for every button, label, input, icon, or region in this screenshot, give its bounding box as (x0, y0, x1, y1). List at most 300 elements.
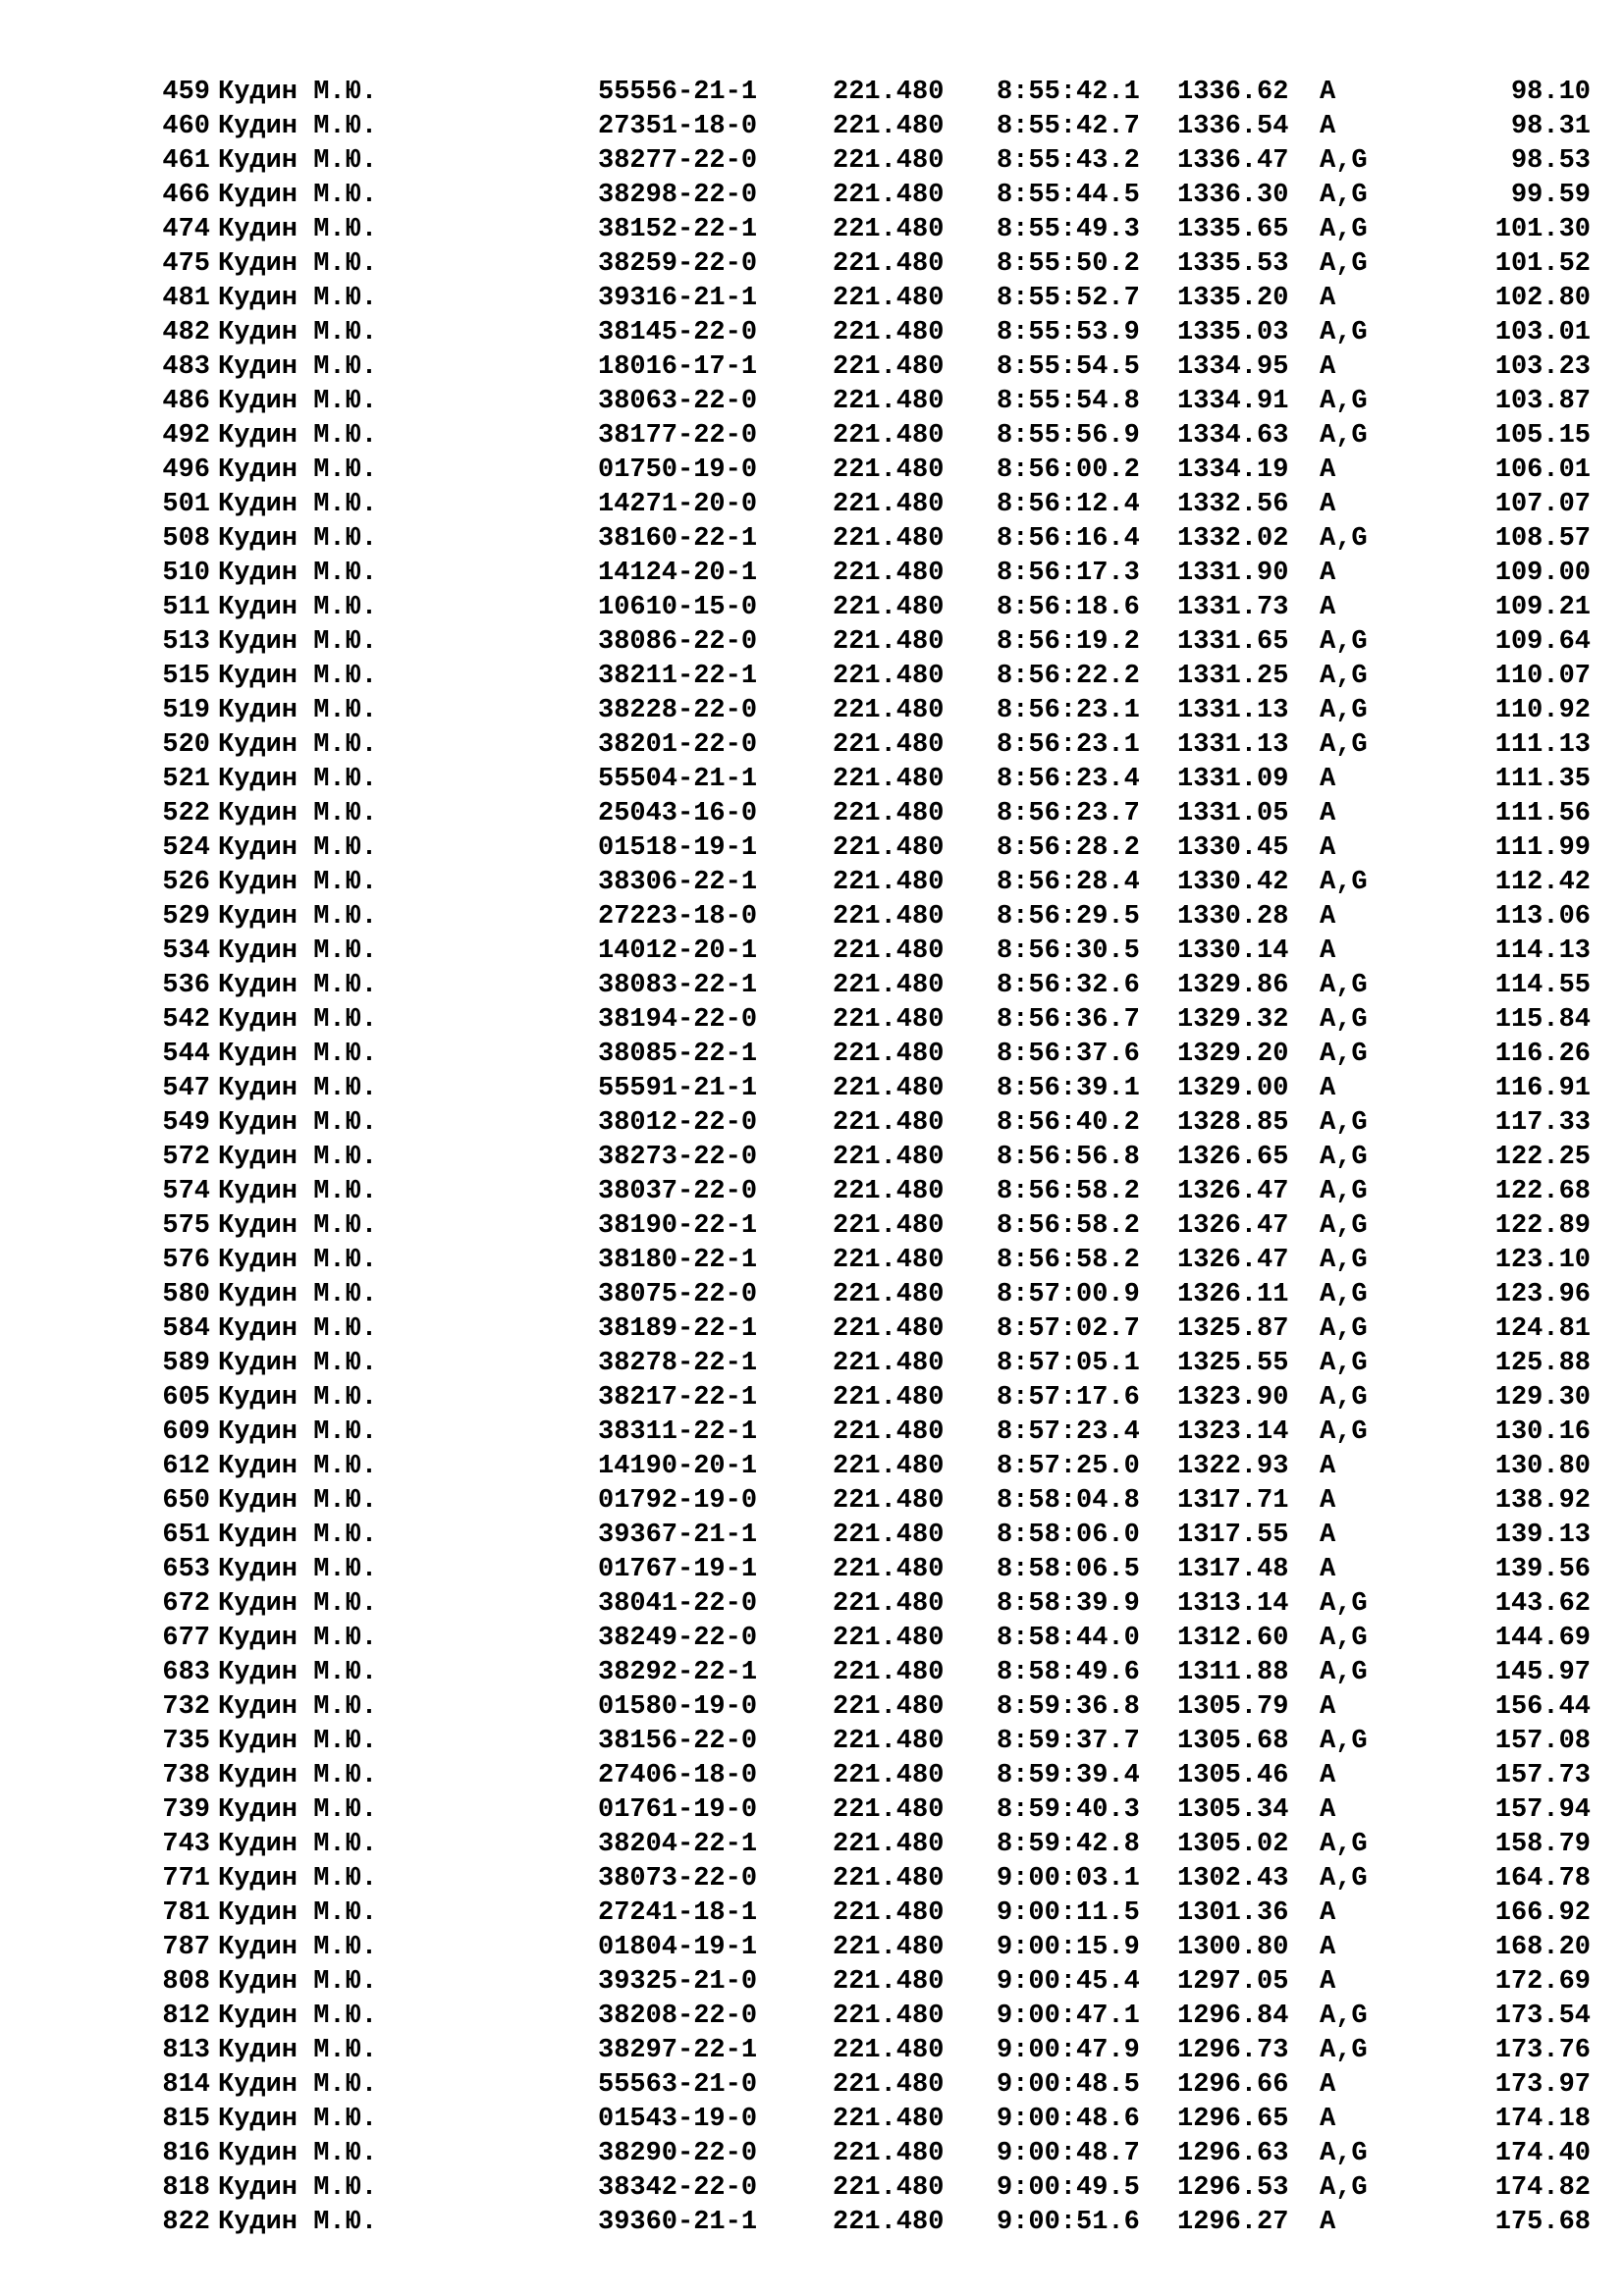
place-cell: 609 (162, 1417, 210, 1447)
ring-number-cell: 38189-22-1 (598, 1314, 758, 1344)
flags-cell: A,G (1320, 1211, 1368, 1241)
ring-number-cell: 38085-22-1 (598, 1040, 758, 1069)
distance-cell: 221.480 (833, 559, 945, 588)
place-cell: 612 (162, 1452, 210, 1481)
distance-cell: 221.480 (833, 868, 945, 897)
fancier-name-cell: Кудин М.Ю. (218, 1692, 378, 1722)
arrival-time-cell: 8:58:06.5 (997, 1555, 1140, 1584)
arrival-time-cell: 8:56:56.8 (997, 1143, 1140, 1172)
distance-cell: 221.480 (833, 1521, 945, 1550)
distance-cell: 221.480 (833, 181, 945, 210)
fancier-name-cell: Кудин М.Ю. (218, 1761, 378, 1790)
flags-cell: A,G (1320, 868, 1368, 897)
ring-number-cell: 38012-22-0 (598, 1108, 758, 1138)
place-cell: 481 (162, 284, 210, 313)
score-cell: 168.20 (1494, 1933, 1591, 1962)
score-cell: 116.26 (1494, 1040, 1591, 1069)
speed-cell: 1296.84 (1177, 2002, 1289, 2031)
table-row (0, 1622, 1624, 1656)
score-cell: 99.59 (1510, 181, 1591, 210)
arrival-time-cell: 9:00:48.5 (997, 2070, 1140, 2100)
arrival-time-cell: 8:57:05.1 (997, 1349, 1140, 1378)
place-cell: 519 (162, 696, 210, 725)
fancier-name-cell: Кудин М.Ю. (218, 146, 378, 176)
place-cell: 822 (162, 2208, 210, 2237)
arrival-time-cell: 8:58:44.0 (997, 1624, 1140, 1653)
flags-cell: A (1320, 936, 1336, 966)
ring-number-cell: 10610-15-0 (598, 593, 758, 622)
flags-cell: A (1320, 1795, 1336, 1825)
table-row (0, 522, 1624, 557)
distance-cell: 221.480 (833, 284, 945, 313)
distance-cell: 221.480 (833, 1143, 945, 1172)
speed-cell: 1326.11 (1177, 1280, 1289, 1309)
arrival-time-cell: 8:55:50.2 (997, 249, 1140, 279)
ring-number-cell: 38075-22-0 (598, 1280, 758, 1309)
speed-cell: 1305.02 (1177, 1830, 1289, 1859)
score-cell: 164.78 (1494, 1864, 1591, 1894)
fancier-name-cell: Кудин М.Ю. (218, 799, 378, 828)
table-row (0, 385, 1624, 419)
flags-cell: A (1320, 352, 1336, 382)
place-cell: 510 (162, 559, 210, 588)
arrival-time-cell: 8:56:28.2 (997, 833, 1140, 863)
score-cell: 130.80 (1494, 1452, 1591, 1481)
flags-cell: A,G (1320, 1589, 1368, 1619)
score-cell: 107.07 (1494, 490, 1591, 519)
distance-cell: 221.480 (833, 1211, 945, 1241)
fancier-name-cell: Кудин М.Ю. (218, 318, 378, 347)
results-table (0, 76, 1624, 2240)
flags-cell: A (1320, 1521, 1336, 1550)
score-cell: 173.54 (1494, 2002, 1591, 2031)
place-cell: 526 (162, 868, 210, 897)
table-row (0, 1175, 1624, 1209)
arrival-time-cell: 9:00:48.7 (997, 2139, 1140, 2168)
score-cell: 174.40 (1494, 2139, 1591, 2168)
place-cell: 547 (162, 1074, 210, 1103)
fancier-name-cell: Кудин М.Ю. (218, 1727, 378, 1756)
fancier-name-cell: Кудин М.Ю. (218, 1864, 378, 1894)
speed-cell: 1305.68 (1177, 1727, 1289, 1756)
table-row (0, 488, 1624, 522)
score-cell: 111.13 (1494, 730, 1591, 760)
distance-cell: 221.480 (833, 2173, 945, 2203)
ring-number-cell: 01767-19-1 (598, 1555, 758, 1584)
place-cell: 589 (162, 1349, 210, 1378)
table-row (0, 1209, 1624, 1244)
place-cell: 816 (162, 2139, 210, 2168)
flags-cell: A (1320, 902, 1336, 932)
place-cell: 515 (162, 662, 210, 691)
score-cell: 105.15 (1494, 421, 1591, 451)
table-row (0, 831, 1624, 866)
ring-number-cell: 27223-18-0 (598, 902, 758, 932)
flags-cell: A,G (1320, 730, 1368, 760)
speed-cell: 1334.19 (1177, 455, 1289, 485)
arrival-time-cell: 8:58:06.0 (997, 1521, 1140, 1550)
flags-cell: A (1320, 1933, 1336, 1962)
speed-cell: 1336.54 (1177, 112, 1289, 141)
ring-number-cell: 01761-19-0 (598, 1795, 758, 1825)
fancier-name-cell: Кудин М.Ю. (218, 1280, 378, 1309)
distance-cell: 221.480 (833, 1246, 945, 1275)
flags-cell: A (1320, 78, 1336, 107)
ring-number-cell: 01750-19-0 (598, 455, 758, 485)
distance-cell: 221.480 (833, 2036, 945, 2065)
table-row (0, 900, 1624, 934)
fancier-name-cell: Кудин М.Ю. (218, 1108, 378, 1138)
score-cell: 139.13 (1494, 1521, 1591, 1550)
fancier-name-cell: Кудин М.Ю. (218, 1967, 378, 1997)
flags-cell: A (1320, 2105, 1336, 2134)
table-row (0, 2171, 1624, 2206)
fancier-name-cell: Кудин М.Ю. (218, 1658, 378, 1687)
fancier-name-cell: Кудин М.Ю. (218, 662, 378, 691)
table-row (0, 2206, 1624, 2240)
score-cell: 157.73 (1494, 1761, 1591, 1790)
fancier-name-cell: Кудин М.Ю. (218, 627, 378, 657)
flags-cell: A,G (1320, 662, 1368, 691)
distance-cell: 221.480 (833, 730, 945, 760)
place-cell: 522 (162, 799, 210, 828)
flags-cell: A,G (1320, 524, 1368, 554)
flags-cell: A,G (1320, 215, 1368, 244)
fancier-name-cell: Кудин М.Ю. (218, 2139, 378, 2168)
distance-cell: 221.480 (833, 1349, 945, 1378)
arrival-time-cell: 8:55:54.5 (997, 352, 1140, 382)
speed-cell: 1336.47 (1177, 146, 1289, 176)
speed-cell: 1335.20 (1177, 284, 1289, 313)
speed-cell: 1313.14 (1177, 1589, 1289, 1619)
speed-cell: 1329.00 (1177, 1074, 1289, 1103)
flags-cell: A,G (1320, 1864, 1368, 1894)
place-cell: 572 (162, 1143, 210, 1172)
fancier-name-cell: Кудин М.Ю. (218, 1933, 378, 1962)
place-cell: 787 (162, 1933, 210, 1962)
distance-cell: 221.480 (833, 2002, 945, 2031)
table-row (0, 1828, 1624, 1862)
fancier-name-cell: Кудин М.Ю. (218, 2002, 378, 2031)
table-row (0, 1587, 1624, 1622)
place-cell: 812 (162, 2002, 210, 2031)
speed-cell: 1330.42 (1177, 868, 1289, 897)
distance-cell: 221.480 (833, 1177, 945, 1206)
distance-cell: 221.480 (833, 1074, 945, 1103)
distance-cell: 221.480 (833, 1486, 945, 1516)
place-cell: 814 (162, 2070, 210, 2100)
distance-cell: 221.480 (833, 1555, 945, 1584)
table-row (0, 2137, 1624, 2171)
ring-number-cell: 38277-22-0 (598, 146, 758, 176)
place-cell: 683 (162, 1658, 210, 1687)
place-cell: 536 (162, 971, 210, 1000)
place-cell: 781 (162, 1898, 210, 1928)
distance-cell: 221.480 (833, 765, 945, 794)
fancier-name-cell: Кудин М.Ю. (218, 352, 378, 382)
ring-number-cell: 38342-22-0 (598, 2173, 758, 2203)
speed-cell: 1331.13 (1177, 696, 1289, 725)
place-cell: 739 (162, 1795, 210, 1825)
score-cell: 98.31 (1510, 112, 1591, 141)
table-row (0, 1003, 1624, 1038)
fancier-name-cell: Кудин М.Ю. (218, 1040, 378, 1069)
ring-number-cell: 38290-22-0 (598, 2139, 758, 2168)
place-cell: 732 (162, 1692, 210, 1722)
ring-number-cell: 38180-22-1 (598, 1246, 758, 1275)
speed-cell: 1317.71 (1177, 1486, 1289, 1516)
score-cell: 112.42 (1494, 868, 1591, 897)
arrival-time-cell: 8:56:23.1 (997, 696, 1140, 725)
speed-cell: 1331.05 (1177, 799, 1289, 828)
flags-cell: A,G (1320, 627, 1368, 657)
arrival-time-cell: 8:59:39.4 (997, 1761, 1140, 1790)
arrival-time-cell: 8:56:23.1 (997, 730, 1140, 760)
place-cell: 818 (162, 2173, 210, 2203)
speed-cell: 1305.79 (1177, 1692, 1289, 1722)
distance-cell: 221.480 (833, 318, 945, 347)
place-cell: 771 (162, 1864, 210, 1894)
fancier-name-cell: Кудин М.Ю. (218, 1349, 378, 1378)
fancier-name-cell: Кудин М.Ю. (218, 249, 378, 279)
score-cell: 115.84 (1494, 1005, 1591, 1035)
flags-cell: A (1320, 1555, 1336, 1584)
score-cell: 157.08 (1494, 1727, 1591, 1756)
arrival-time-cell: 8:56:28.4 (997, 868, 1140, 897)
speed-cell: 1317.48 (1177, 1555, 1289, 1584)
score-cell: 109.64 (1494, 627, 1591, 657)
speed-cell: 1296.53 (1177, 2173, 1289, 2203)
ring-number-cell: 01518-19-1 (598, 833, 758, 863)
table-row (0, 1244, 1624, 1278)
score-cell: 114.13 (1494, 936, 1591, 966)
table-row (0, 1450, 1624, 1484)
arrival-time-cell: 8:58:39.9 (997, 1589, 1140, 1619)
place-cell: 605 (162, 1383, 210, 1413)
flags-cell: A (1320, 455, 1336, 485)
place-cell: 486 (162, 387, 210, 416)
score-cell: 166.92 (1494, 1898, 1591, 1928)
fancier-name-cell: Кудин М.Ю. (218, 868, 378, 897)
place-cell: 584 (162, 1314, 210, 1344)
flags-cell: A,G (1320, 1177, 1368, 1206)
ring-number-cell: 38297-22-1 (598, 2036, 758, 2065)
ring-number-cell: 39360-21-1 (598, 2208, 758, 2237)
place-cell: 483 (162, 352, 210, 382)
score-cell: 143.62 (1494, 1589, 1591, 1619)
score-cell: 110.07 (1494, 662, 1591, 691)
table-row (0, 763, 1624, 797)
distance-cell: 221.480 (833, 1864, 945, 1894)
fancier-name-cell: Кудин М.Ю. (218, 1452, 378, 1481)
speed-cell: 1331.73 (1177, 593, 1289, 622)
distance-cell: 221.480 (833, 1040, 945, 1069)
ring-number-cell: 38160-22-1 (598, 524, 758, 554)
place-cell: 542 (162, 1005, 210, 1035)
ring-number-cell: 39325-21-0 (598, 1967, 758, 1997)
score-cell: 114.55 (1494, 971, 1591, 1000)
ring-number-cell: 38278-22-1 (598, 1349, 758, 1378)
ring-number-cell: 18016-17-1 (598, 352, 758, 382)
arrival-time-cell: 8:57:02.7 (997, 1314, 1140, 1344)
speed-cell: 1305.46 (1177, 1761, 1289, 1790)
place-cell: 513 (162, 627, 210, 657)
table-row (0, 1484, 1624, 1519)
distance-cell: 221.480 (833, 1005, 945, 1035)
flags-cell: A,G (1320, 387, 1368, 416)
arrival-time-cell: 8:59:37.7 (997, 1727, 1140, 1756)
flags-cell: A,G (1320, 1280, 1368, 1309)
score-cell: 111.99 (1494, 833, 1591, 863)
arrival-time-cell: 9:00:15.9 (997, 1933, 1140, 1962)
ring-number-cell: 39367-21-1 (598, 1521, 758, 1550)
distance-cell: 221.480 (833, 1933, 945, 1962)
flags-cell: A (1320, 1486, 1336, 1516)
flags-cell: A,G (1320, 318, 1368, 347)
fancier-name-cell: Кудин М.Ю. (218, 1898, 378, 1928)
flags-cell: A,G (1320, 2002, 1368, 2031)
flags-cell: A (1320, 2070, 1336, 2100)
distance-cell: 221.480 (833, 1967, 945, 1997)
ring-number-cell: 38208-22-0 (598, 2002, 758, 2031)
speed-cell: 1330.45 (1177, 833, 1289, 863)
flags-cell: A,G (1320, 1727, 1368, 1756)
table-row (0, 419, 1624, 454)
table-row (0, 316, 1624, 350)
place-cell: 650 (162, 1486, 210, 1516)
table-row (0, 1690, 1624, 1725)
table-row (0, 934, 1624, 969)
score-cell: 157.94 (1494, 1795, 1591, 1825)
fancier-name-cell: Кудин М.Ю. (218, 1177, 378, 1206)
score-cell: 156.44 (1494, 1692, 1591, 1722)
score-cell: 111.56 (1494, 799, 1591, 828)
distance-cell: 221.480 (833, 593, 945, 622)
fancier-name-cell: Кудин М.Ю. (218, 1211, 378, 1241)
table-row (0, 1896, 1624, 1931)
place-cell: 735 (162, 1727, 210, 1756)
ring-number-cell: 39316-21-1 (598, 284, 758, 313)
score-cell: 102.80 (1494, 284, 1591, 313)
fancier-name-cell: Кудин М.Ю. (218, 421, 378, 451)
speed-cell: 1329.32 (1177, 1005, 1289, 1035)
flags-cell: A (1320, 1898, 1336, 1928)
speed-cell: 1335.53 (1177, 249, 1289, 279)
distance-cell: 221.480 (833, 1727, 945, 1756)
fancier-name-cell: Кудин М.Ю. (218, 730, 378, 760)
table-row (0, 1656, 1624, 1690)
table-row (0, 350, 1624, 385)
score-cell: 117.33 (1494, 1108, 1591, 1138)
arrival-time-cell: 9:00:47.1 (997, 2002, 1140, 2031)
arrival-time-cell: 9:00:48.6 (997, 2105, 1140, 2134)
ring-number-cell: 38177-22-0 (598, 421, 758, 451)
ring-number-cell: 38292-22-1 (598, 1658, 758, 1687)
arrival-time-cell: 8:59:36.8 (997, 1692, 1140, 1722)
speed-cell: 1334.91 (1177, 387, 1289, 416)
ring-number-cell: 25043-16-0 (598, 799, 758, 828)
arrival-time-cell: 8:57:00.9 (997, 1280, 1140, 1309)
fancier-name-cell: Кудин М.Ю. (218, 902, 378, 932)
speed-cell: 1301.36 (1177, 1898, 1289, 1928)
flags-cell: A (1320, 833, 1336, 863)
arrival-time-cell: 8:55:49.3 (997, 215, 1140, 244)
table-row (0, 1312, 1624, 1347)
fancier-name-cell: Кудин М.Ю. (218, 559, 378, 588)
table-row (0, 1141, 1624, 1175)
place-cell: 460 (162, 112, 210, 141)
ring-number-cell: 38063-22-0 (598, 387, 758, 416)
arrival-time-cell: 8:56:00.2 (997, 455, 1140, 485)
table-row (0, 969, 1624, 1003)
ring-number-cell: 38204-22-1 (598, 1830, 758, 1859)
fancier-name-cell: Кудин М.Ю. (218, 1555, 378, 1584)
place-cell: 466 (162, 181, 210, 210)
ring-number-cell: 14190-20-1 (598, 1452, 758, 1481)
score-cell: 98.53 (1510, 146, 1591, 176)
arrival-time-cell: 8:56:23.7 (997, 799, 1140, 828)
score-cell: 101.52 (1494, 249, 1591, 279)
distance-cell: 221.480 (833, 1589, 945, 1619)
arrival-time-cell: 8:57:17.6 (997, 1383, 1140, 1413)
place-cell: 653 (162, 1555, 210, 1584)
speed-cell: 1334.95 (1177, 352, 1289, 382)
score-cell: 110.92 (1494, 696, 1591, 725)
ring-number-cell: 38228-22-0 (598, 696, 758, 725)
table-row (0, 1347, 1624, 1381)
fancier-name-cell: Кудин М.Ю. (218, 1521, 378, 1550)
distance-cell: 221.480 (833, 490, 945, 519)
fancier-name-cell: Кудин М.Ю. (218, 2208, 378, 2237)
ring-number-cell: 38083-22-1 (598, 971, 758, 1000)
ring-number-cell: 38306-22-1 (598, 868, 758, 897)
table-row (0, 144, 1624, 179)
score-cell: 103.87 (1494, 387, 1591, 416)
flags-cell: A (1320, 2208, 1336, 2237)
ring-number-cell: 14124-20-1 (598, 559, 758, 588)
arrival-time-cell: 8:56:58.2 (997, 1177, 1140, 1206)
fancier-name-cell: Кудин М.Ю. (218, 2105, 378, 2134)
table-row (0, 797, 1624, 831)
arrival-time-cell: 8:59:40.3 (997, 1795, 1140, 1825)
ring-number-cell: 38041-22-0 (598, 1589, 758, 1619)
arrival-time-cell: 8:59:42.8 (997, 1830, 1140, 1859)
flags-cell: A,G (1320, 2139, 1368, 2168)
table-row (0, 2103, 1624, 2137)
score-cell: 158.79 (1494, 1830, 1591, 1859)
place-cell: 815 (162, 2105, 210, 2134)
table-row (0, 1553, 1624, 1587)
arrival-time-cell: 8:57:23.4 (997, 1417, 1140, 1447)
flags-cell: A,G (1320, 146, 1368, 176)
speed-cell: 1335.65 (1177, 215, 1289, 244)
ring-number-cell: 01792-19-0 (598, 1486, 758, 1516)
fancier-name-cell: Кудин М.Ю. (218, 1830, 378, 1859)
distance-cell: 221.480 (833, 112, 945, 141)
fancier-name-cell: Кудин М.Ю. (218, 2173, 378, 2203)
table-row (0, 213, 1624, 247)
table-row (0, 2000, 1624, 2034)
score-cell: 173.97 (1494, 2070, 1591, 2100)
score-cell: 145.97 (1494, 1658, 1591, 1687)
place-cell: 474 (162, 215, 210, 244)
fancier-name-cell: Кудин М.Ю. (218, 1143, 378, 1172)
table-row (0, 1519, 1624, 1553)
fancier-name-cell: Кудин М.Ю. (218, 1589, 378, 1619)
speed-cell: 1325.87 (1177, 1314, 1289, 1344)
flags-cell: A,G (1320, 1040, 1368, 1069)
score-cell: 130.16 (1494, 1417, 1591, 1447)
